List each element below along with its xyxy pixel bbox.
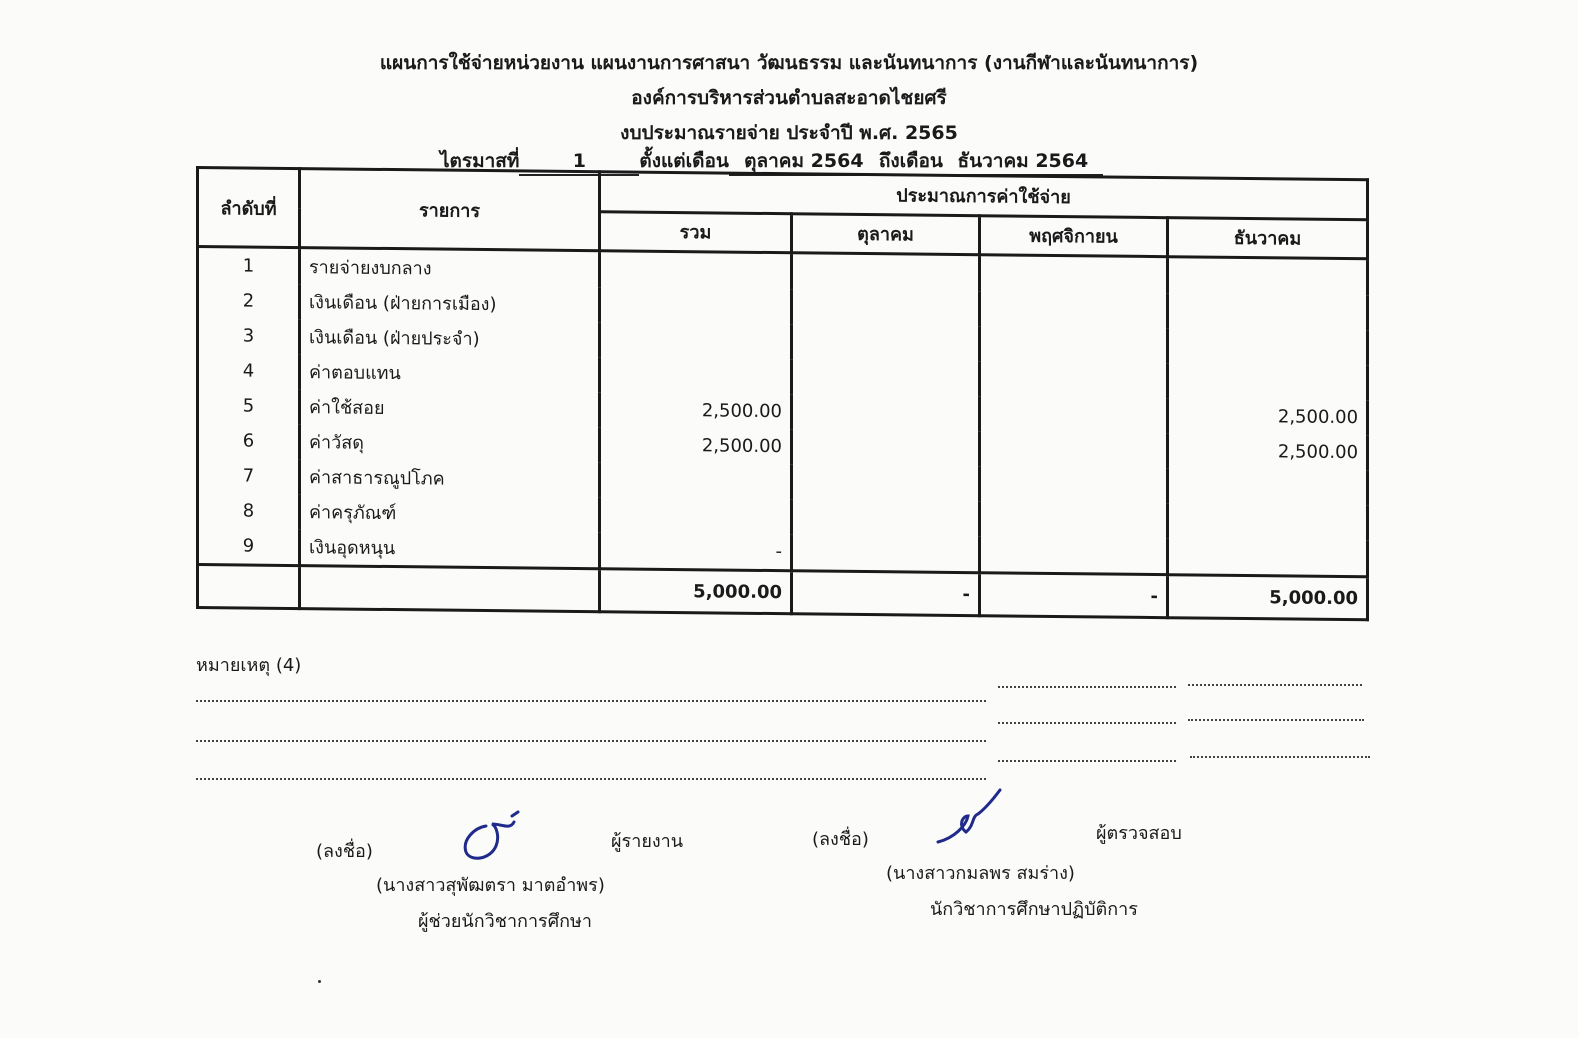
row-number: 8 [198,493,300,529]
organization-name: องค์การบริหารส่วนตำบลสะอาดไชยศรี [631,87,947,109]
note-label: หมายเหตุ (4) [196,655,302,676]
row-item: รายจ่ายงบกลาง [300,248,600,288]
reporter-role: ผู้รายงาน [611,831,684,852]
row-number: 3 [198,318,300,354]
row-nov [980,536,1168,574]
row-item: ค่าครุภัณฑ์ [300,494,600,532]
row-item: เงินเดือน (ฝ่ายการเมือง) [300,284,600,322]
row-oct [792,359,980,396]
reporter-signature-image [456,806,536,868]
paper-speck [318,980,321,983]
row-oct [792,464,980,501]
totals-nov: - [980,573,1168,618]
note-line [998,686,1176,688]
note-line [196,778,986,780]
row-total [600,357,792,394]
row-oct [792,289,980,326]
header-nov: พฤศจิกายน [980,215,1168,256]
reporter-position: ผู้ช่วยนักวิชาการศึกษา [418,911,593,932]
to-month: ธันวาคม 2564 [943,148,1103,176]
checker-name: (นางสาวกมลพร สมร่าง) [886,863,1075,884]
totals-no-cell [198,565,300,609]
row-number: 6 [198,423,300,459]
row-nov [980,361,1168,398]
row-nov [980,431,1168,468]
row-oct [792,324,980,361]
totals-item-cell [300,566,600,612]
row-number: 7 [198,458,300,494]
reporter-name: (นางสาวสุพัฒตรา มาตอำพร) [376,875,605,896]
row-dec [1168,293,1368,330]
quarter-number: 1 [519,148,639,176]
header-no: ลำดับที่ [198,168,300,248]
note-line [998,722,1176,724]
checker-signature-image [932,786,1012,856]
totals-total: 5,000.00 [600,569,792,614]
row-total [600,462,792,499]
row-item: เงินอุดหนุน [300,529,600,569]
row-total [600,322,792,359]
totals-dec: 5,000.00 [1168,575,1368,620]
header-total: รวม [600,211,792,253]
row-nov [980,255,1168,293]
note-line [1188,719,1364,721]
row-nov [980,466,1168,503]
header-estimate: ประมาณการค่าใช้จ่าย [600,172,1368,220]
header-item: รายการ [300,169,600,251]
note-line [196,700,986,702]
row-total: 2,500.00 [600,427,792,464]
checker-role: ผู้ตรวจสอบ [1096,823,1182,844]
row-item: ค่าวัสดุ [300,424,600,462]
from-month: ตุลาคม 2564 [729,148,879,176]
row-oct [792,534,980,572]
note-line [1190,756,1370,758]
row-item: ค่าใช้สอย [300,389,600,427]
checker-sign-label: (ลงชื่อ) [812,829,869,850]
row-number: 2 [198,283,300,319]
row-dec [1168,503,1368,540]
row-number: 1 [198,247,300,285]
quarter-label: ไตรมาสที่ [440,150,520,172]
row-item: เงินเดือน (ฝ่ายประจำ) [300,319,600,357]
row-dec [1168,328,1368,365]
row-nov [980,396,1168,433]
row-nov [980,291,1168,328]
budget-table [196,166,1369,621]
row-item: ค่าสาธารณูปโภค [300,459,600,497]
row-number: 5 [198,388,300,424]
totals-oct: - [792,571,980,616]
row-total [600,497,792,534]
to-label: ถึงเดือน [878,150,943,172]
checker-position: นักวิชาการศึกษาปฏิบัติการ [930,899,1138,920]
row-total [600,287,792,324]
header-dec: ธันวาคม [1168,217,1368,259]
row-dec [1168,257,1368,296]
row-oct [792,394,980,431]
row-total [600,251,792,290]
row-total: 2,500.00 [600,392,792,429]
row-oct [792,499,980,536]
row-number: 4 [198,353,300,389]
row-nov [980,501,1168,538]
row-total: - [600,532,792,571]
row-oct [792,429,980,466]
document-title: แผนการใช้จ่ายหน่วยงาน แผนงานการศาสนา วัฒนธรรม และนันทนาการ (งานกีฬาและนันทนาการ) [379,52,1199,74]
header-oct: ตุลาคม [792,213,980,254]
note-line [196,740,986,742]
row-item: ค่าตอบแทน [300,354,600,392]
row-number: 9 [198,528,300,566]
row-dec: 2,500.00 [1168,398,1368,435]
note-line [1188,684,1362,686]
row-oct [792,253,980,291]
fiscal-year: งบประมาณรายจ่าย ประจำปี พ.ศ. 2565 [620,122,958,144]
note-line [998,760,1176,762]
row-nov [980,326,1168,363]
reporter-sign-label: (ลงชื่อ) [316,841,373,862]
row-dec [1168,468,1368,505]
from-label: ตั้งแต่เดือน [639,150,729,172]
row-dec [1168,538,1368,577]
row-dec [1168,363,1368,400]
row-dec: 2,500.00 [1168,433,1368,470]
